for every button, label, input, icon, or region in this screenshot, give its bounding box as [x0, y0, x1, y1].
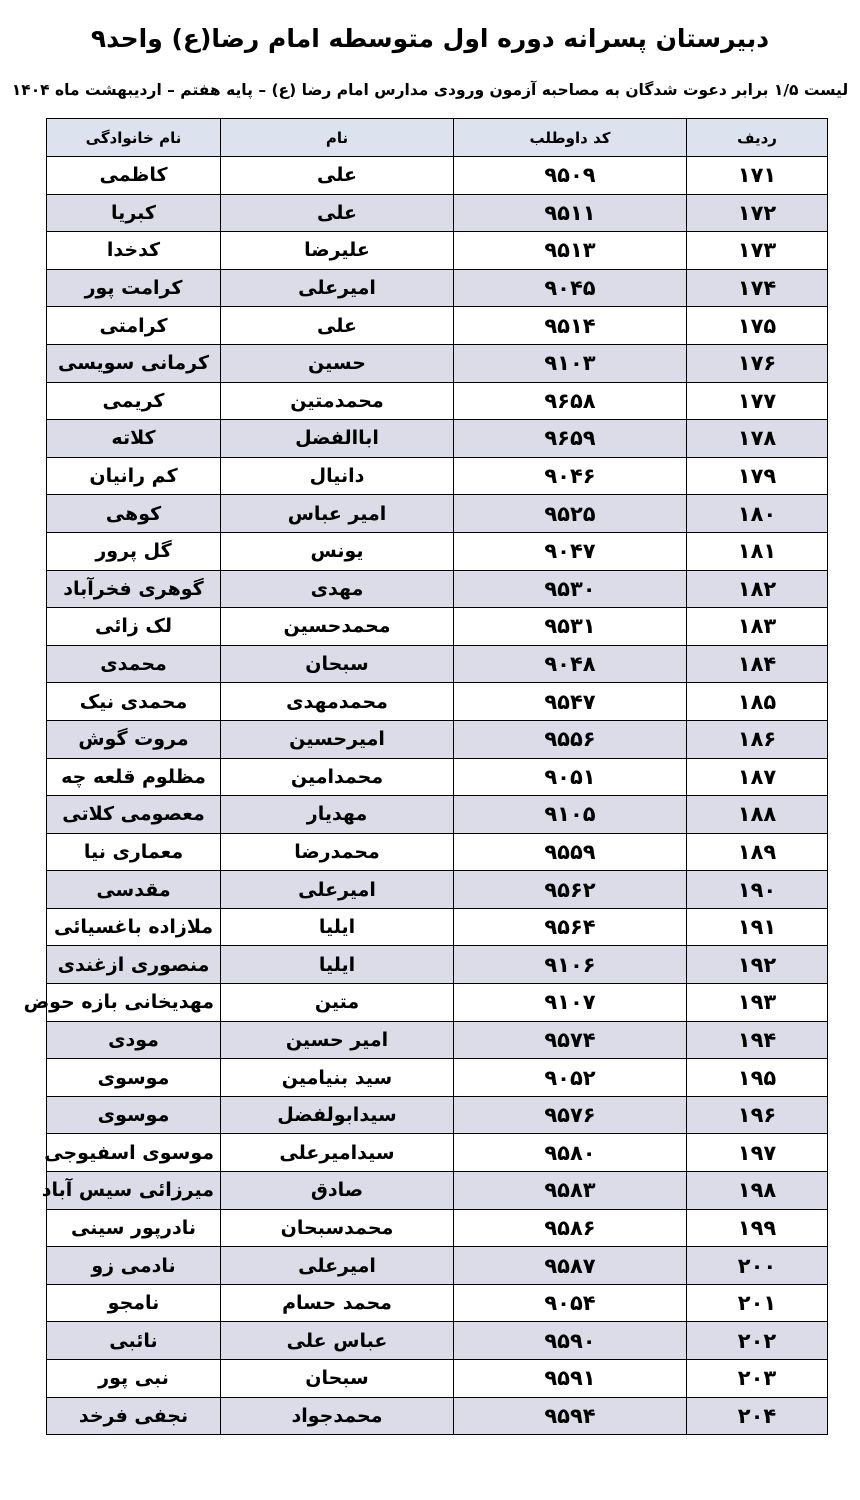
first-name-cell: ایلیا	[221, 946, 454, 984]
first-name-cell: اباالفضل	[221, 420, 454, 458]
page-subtitle: لیست ۱/۵ برابر دعوت شدگان به مصاحبه آزمون ورودی مدارس امام رضا (ع) – پایه هفتم – اردیبهشت ماه ۱۴۰۴	[11, 81, 849, 99]
first-name-cell: علی	[221, 157, 454, 195]
row-number-cell: ۱۷۳	[687, 232, 828, 270]
last-name-cell: لک زائی	[47, 608, 221, 646]
first-name-cell: صادق	[221, 1172, 454, 1210]
last-name-cell: مظلوم قلعه چه	[47, 758, 221, 796]
last-name-cell: کرامت پور	[47, 269, 221, 307]
last-name-cell: نائبی	[47, 1322, 221, 1360]
first-name-cell: امیرعلی	[221, 269, 454, 307]
row-number-cell: ۱۹۶	[687, 1096, 828, 1134]
candidate-code-cell: ۹۵۸۰	[454, 1134, 687, 1172]
page-title: دبیرستان پسرانه دوره اول متوسطه امام رضا(ع) واحد۹	[90, 24, 770, 53]
last-name-cell: میرزائی سیس آباد	[47, 1172, 221, 1210]
last-name-cell: موسوی	[47, 1096, 221, 1134]
first-name-cell: سید بنیامین	[221, 1059, 454, 1097]
first-name-cell: محمدجواد	[221, 1397, 454, 1435]
candidate-code-cell: ۹۰۴۶	[454, 457, 687, 495]
row-number-cell: ۱۹۵	[687, 1059, 828, 1097]
candidate-code-cell: ۹۵۱۴	[454, 307, 687, 345]
header-last-name: نام خانوادگی	[47, 119, 221, 157]
header-first-name: نام	[221, 119, 454, 157]
row-number-cell: ۱۸۹	[687, 833, 828, 871]
candidate-code-cell: ۹۵۸۳	[454, 1172, 687, 1210]
first-name-cell: متین	[221, 984, 454, 1022]
first-name-cell: علی	[221, 194, 454, 232]
last-name-cell: کریمی	[47, 382, 221, 420]
table-row	[47, 1059, 828, 1097]
candidate-code-cell: ۹۵۶۲	[454, 871, 687, 909]
candidate-code-cell: ۹۰۴۵	[454, 269, 687, 307]
last-name-cell: موسوی اسفیوجی	[47, 1134, 221, 1172]
first-name-cell: امیر حسین	[221, 1021, 454, 1059]
last-name-cell: مهدیخانی بازه حوض	[47, 984, 221, 1022]
first-name-cell: محمد حسام	[221, 1284, 454, 1322]
first-name-cell: عباس علی	[221, 1322, 454, 1360]
candidate-code-cell: ۹۵۲۵	[454, 495, 687, 533]
row-number-cell: ۱۹۱	[687, 908, 828, 946]
candidate-code-cell: ۹۵۷۶	[454, 1096, 687, 1134]
table-row	[47, 908, 828, 946]
candidate-code-cell: ۹۵۳۰	[454, 570, 687, 608]
last-name-cell: نبی پور	[47, 1360, 221, 1398]
first-name-cell: علیرضا	[221, 232, 454, 270]
candidate-code-cell: ۹۵۹۰	[454, 1322, 687, 1360]
table-row	[47, 1134, 828, 1172]
row-number-cell: ۱۹۹	[687, 1209, 828, 1247]
table-row	[47, 1247, 828, 1285]
candidates-table	[23, 118, 828, 1435]
row-number-cell: ۱۹۲	[687, 946, 828, 984]
first-name-cell: مهدیار	[221, 796, 454, 834]
table-row	[47, 1021, 828, 1059]
candidate-code-cell: ۹۵۱۳	[454, 232, 687, 270]
last-name-cell: گل پرور	[47, 532, 221, 570]
table-row	[47, 1172, 828, 1210]
last-name-cell: منصوری ازغندی	[47, 946, 221, 984]
row-number-cell: ۲۰۴	[687, 1397, 828, 1435]
last-name-cell: کرامتی	[47, 307, 221, 345]
candidate-code-cell: ۹۵۱۱	[454, 194, 687, 232]
table-row	[47, 232, 828, 270]
candidate-code-cell: ۹۵۹۴	[454, 1397, 687, 1435]
first-name-cell: محمدمهدی	[221, 683, 454, 721]
table-row	[47, 457, 828, 495]
row-number-cell: ۱۸۲	[687, 570, 828, 608]
table-row	[47, 495, 828, 533]
candidate-code-cell: ۹۵۵۶	[454, 720, 687, 758]
last-name-cell: معصومی کلاتی	[47, 796, 221, 834]
candidate-code-cell: ۹۱۰۵	[454, 796, 687, 834]
table-row	[47, 1284, 828, 1322]
candidate-code-cell: ۹۰۵۴	[454, 1284, 687, 1322]
table-row	[47, 720, 828, 758]
candidate-code-cell: ۹۰۴۷	[454, 532, 687, 570]
first-name-cell: دانیال	[221, 457, 454, 495]
last-name-cell: نامجو	[47, 1284, 221, 1322]
table-row	[47, 1322, 828, 1360]
table-row	[47, 984, 828, 1022]
table-body	[23, 157, 828, 1435]
row-number-cell: ۲۰۲	[687, 1322, 828, 1360]
first-name-cell: سیدامیرعلی	[221, 1134, 454, 1172]
row-number-cell: ۱۷۹	[687, 457, 828, 495]
last-name-cell: کدخدا	[47, 232, 221, 270]
last-name-cell: مودی	[47, 1021, 221, 1059]
row-number-cell: ۱۸۱	[687, 532, 828, 570]
table-row	[47, 532, 828, 570]
first-name-cell: علی	[221, 307, 454, 345]
candidate-code-cell: ۹۵۴۷	[454, 683, 687, 721]
header-row-number: ردیف	[687, 119, 828, 157]
row-number-cell: ۱۷۱	[687, 157, 828, 195]
row-number-cell: ۱۷۸	[687, 420, 828, 458]
table-row	[47, 157, 828, 195]
row-number-cell: ۱۷۶	[687, 344, 828, 382]
candidate-code-cell: ۹۵۶۴	[454, 908, 687, 946]
last-name-cell: مروت گوش	[47, 720, 221, 758]
first-name-cell: سیدابولفضل	[221, 1096, 454, 1134]
candidate-code-cell: ۹۵۹۱	[454, 1360, 687, 1398]
row-number-cell: ۱۹۳	[687, 984, 828, 1022]
row-number-cell: ۲۰۱	[687, 1284, 828, 1322]
last-name-cell: کاظمی	[47, 157, 221, 195]
table-row	[47, 420, 828, 458]
candidate-code-cell: ۹۵۵۹	[454, 833, 687, 871]
first-name-cell: مهدی	[221, 570, 454, 608]
first-name-cell: امیرحسین	[221, 720, 454, 758]
last-name-cell: کرمانی سویسی	[47, 344, 221, 382]
table-row	[47, 344, 828, 382]
first-name-cell: محمدحسین	[221, 608, 454, 646]
first-name-cell: حسین	[221, 344, 454, 382]
last-name-cell: محمدی	[47, 645, 221, 683]
table-row	[47, 608, 828, 646]
last-name-cell: کم رانیان	[47, 457, 221, 495]
first-name-cell: محمدامین	[221, 758, 454, 796]
table-row	[47, 1360, 828, 1398]
candidate-code-cell: ۹۶۵۸	[454, 382, 687, 420]
row-number-cell: ۱۹۰	[687, 871, 828, 909]
first-name-cell: یونس	[221, 532, 454, 570]
table-row	[47, 307, 828, 345]
row-number-cell: ۱۸۸	[687, 796, 828, 834]
candidate-code-cell: ۹۰۵۱	[454, 758, 687, 796]
table-row	[47, 1209, 828, 1247]
candidate-code-cell: ۹۵۳۱	[454, 608, 687, 646]
first-name-cell: امیرعلی	[221, 1247, 454, 1285]
last-name-cell: گوهری فخرآباد	[47, 570, 221, 608]
last-name-cell: نادمی زو	[47, 1247, 221, 1285]
table-row	[47, 683, 828, 721]
candidate-code-cell: ۹۵۸۶	[454, 1209, 687, 1247]
first-name-cell: محمدمتین	[221, 382, 454, 420]
last-name-cell: نادرپور سینی	[47, 1209, 221, 1247]
row-number-cell: ۱۷۵	[687, 307, 828, 345]
first-name-cell: محمدسبحان	[221, 1209, 454, 1247]
table-row	[47, 833, 828, 871]
table-header	[47, 119, 828, 157]
table-row	[47, 1096, 828, 1134]
last-name-cell: موسوی	[47, 1059, 221, 1097]
header-row	[47, 119, 828, 157]
table-row	[47, 194, 828, 232]
table-row	[47, 758, 828, 796]
first-name-cell: سبحان	[221, 1360, 454, 1398]
row-number-cell: ۱۹۷	[687, 1134, 828, 1172]
candidate-code-cell: ۹۱۰۳	[454, 344, 687, 382]
table-row	[47, 1397, 828, 1435]
row-number-cell: ۱۸۴	[687, 645, 828, 683]
table-row	[47, 946, 828, 984]
row-number-cell: ۲۰۳	[687, 1360, 828, 1398]
row-number-cell: ۱۸۳	[687, 608, 828, 646]
row-number-cell: ۱۸۶	[687, 720, 828, 758]
last-name-cell: ملازاده باغسیائی	[47, 908, 221, 946]
first-name-cell: ایلیا	[221, 908, 454, 946]
first-name-cell: امیر عباس	[221, 495, 454, 533]
row-number-cell: ۲۰۰	[687, 1247, 828, 1285]
first-name-cell: محمدرضا	[221, 833, 454, 871]
candidate-code-cell: ۹۶۵۹	[454, 420, 687, 458]
candidate-code-cell: ۹۰۴۸	[454, 645, 687, 683]
last-name-cell: نجفی فرخد	[47, 1397, 221, 1435]
last-name-cell: کوهی	[47, 495, 221, 533]
last-name-cell: کلاته	[47, 420, 221, 458]
candidate-code-cell: ۹۵۷۴	[454, 1021, 687, 1059]
first-name-cell: امیرعلی	[221, 871, 454, 909]
table-row	[47, 269, 828, 307]
last-name-cell: کبریا	[47, 194, 221, 232]
table-row	[47, 796, 828, 834]
first-name-cell: سبحان	[221, 645, 454, 683]
header-candidate-code: کد داوطلب	[454, 119, 687, 157]
row-number-cell: ۱۷۲	[687, 194, 828, 232]
row-number-cell: ۱۷۷	[687, 382, 828, 420]
last-name-cell: محمدی نیک	[47, 683, 221, 721]
row-number-cell: ۱۹۴	[687, 1021, 828, 1059]
table-row	[47, 871, 828, 909]
candidate-code-cell: ۹۱۰۷	[454, 984, 687, 1022]
table-row	[47, 645, 828, 683]
row-number-cell: ۱۸۷	[687, 758, 828, 796]
table-row	[47, 570, 828, 608]
candidate-code-cell: ۹۵۸۷	[454, 1247, 687, 1285]
row-number-cell: ۱۹۸	[687, 1172, 828, 1210]
candidate-code-cell: ۹۵۰۹	[454, 157, 687, 195]
row-number-cell: ۱۸۵	[687, 683, 828, 721]
candidate-code-cell: ۹۰۵۲	[454, 1059, 687, 1097]
last-name-cell: معماری نیا	[47, 833, 221, 871]
table-row	[47, 382, 828, 420]
row-number-cell: ۱۷۴	[687, 269, 828, 307]
row-number-cell: ۱۸۰	[687, 495, 828, 533]
last-name-cell: مقدسی	[47, 871, 221, 909]
candidate-code-cell: ۹۱۰۶	[454, 946, 687, 984]
